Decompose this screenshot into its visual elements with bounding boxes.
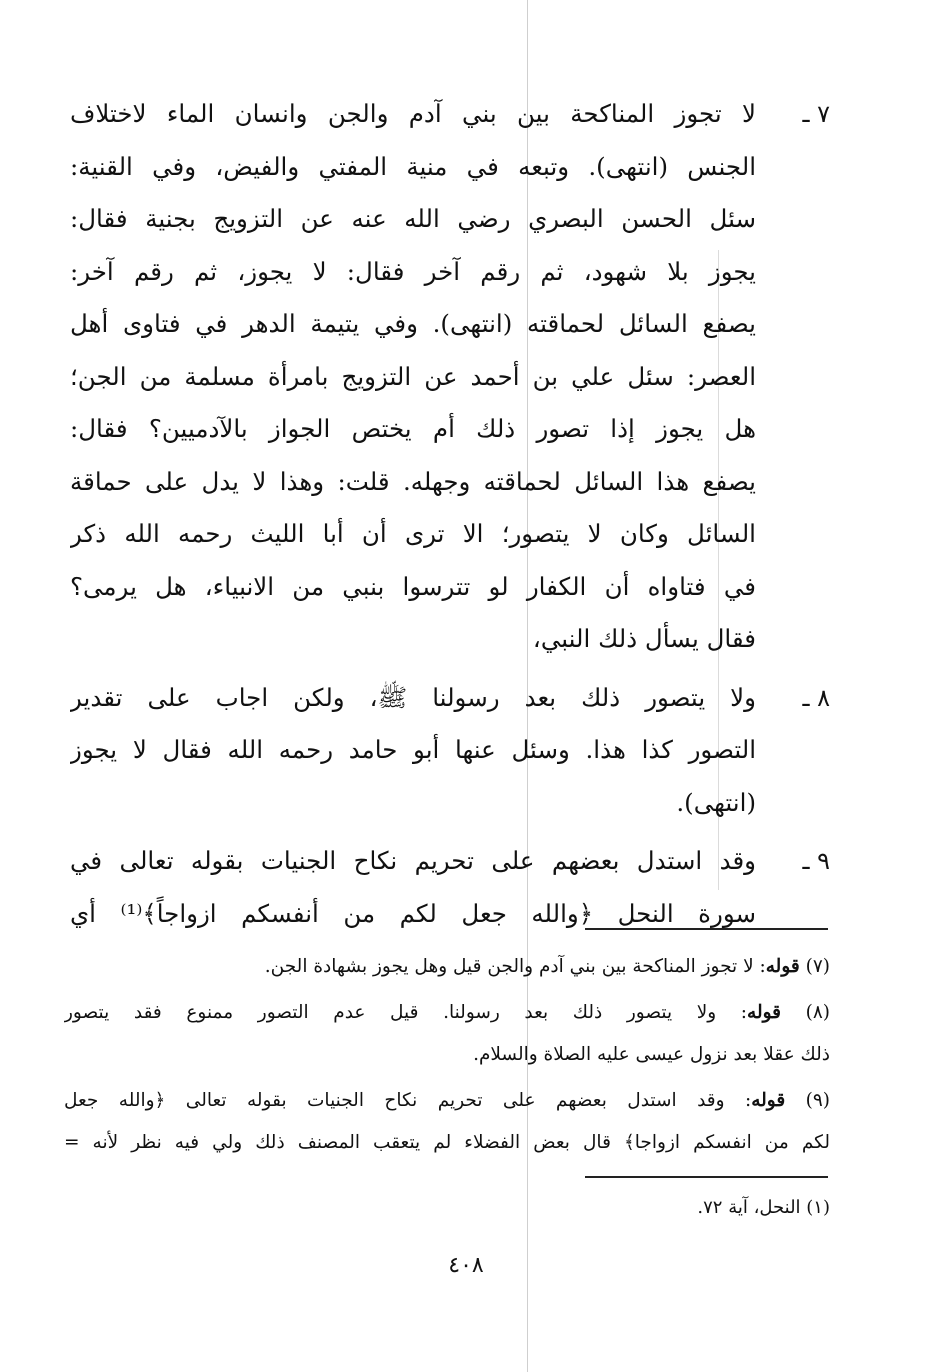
- text-line: الجنس (انتهى). وتبعه في منية المفتي والفيض، وفي القنية:: [70, 151, 756, 181]
- text-line: لا تجوز المناكحة بين بني آدم والجن وانسان الماء لاختلاف: [70, 99, 756, 128]
- text-line: التصور كذا هذا. وسئل عنها أبو حامد رحمه الله فقال لا يجوز: [70, 735, 756, 764]
- note-key: قوله: [765, 956, 800, 977]
- note-9: [64, 1080, 830, 1164]
- note-key: قوله: [747, 1002, 782, 1023]
- note-number: (٧): [805, 956, 830, 977]
- note-key: قوله: [751, 1090, 786, 1111]
- text-line: ولا يتصور ذلك بعد رسولنا ﷺ، ولكن اجاب على تقدير: [70, 682, 756, 712]
- note-text: : لا تجوز المناكحة بين بني آدم والجن قيل وهل يجوز بشهادة الجن.: [264, 956, 766, 977]
- main-text: [70, 88, 830, 946]
- footnote-divider: [585, 1176, 828, 1178]
- text-line: سئل الحسن البصري رضي الله عنه عن التزويج بجنية فقال:: [70, 204, 756, 233]
- note-8: [64, 992, 830, 1076]
- paragraph-number: ٧ ـ: [802, 100, 830, 128]
- notes-divider: [585, 928, 828, 930]
- note-line: [64, 946, 830, 988]
- paragraph-number: ٨ ـ: [802, 683, 830, 712]
- text-line: في فتاواه أن الكفار لو تترسوا بنبي من الانبياء، هل يرمى؟: [70, 571, 756, 601]
- footnote: (١) النحل، آية ٧٢.: [697, 1197, 830, 1218]
- text-line: سورة النحل ﴿والله جعل لكم من أنفسكم ازواجاً﴾⁽¹⁾ أي: [70, 898, 756, 928]
- note-line: [64, 1080, 830, 1122]
- text-line: العصر: سئل علي بن أحمد عن التزويج بامرأة مسلمة من الجن؛: [70, 361, 756, 391]
- note-line: لكم من انفسكم ازواجا﴾ قال بعض الفضلاء لم يتعقب المصنف ذلك ولي فيه نظر لأنه =: [64, 1132, 830, 1153]
- text-line: يصفع السائل لحماقته (انتهى). وفي يتيمة الدهر في فتاوى أهل: [70, 309, 756, 338]
- text-line: فقال يسأل ذلك النبي،: [532, 624, 756, 653]
- note-text: : ولا يتصور ذلك بعد رسولنا. قيل عدم التصور ممنوع فقد يتصور: [64, 1002, 748, 1023]
- paragraph-number: ٩ ـ: [802, 847, 830, 875]
- note-7: [64, 946, 830, 988]
- page-number: ٤٠٨: [448, 1253, 484, 1278]
- text-line: يجوز بلا شهود، ثم رقم آخر فقال: لا يجوز، ثم رقم آخر:: [70, 256, 756, 286]
- paragraph-9: [70, 835, 830, 940]
- note-number: (٨): [805, 1002, 830, 1023]
- text-line: السائل وكان لا يتصور؛ الا ترى أن أبا الليث رحمه الله ذكر: [70, 519, 756, 548]
- paragraph-8: [70, 672, 830, 830]
- text-line: وقد استدل بعضهم على تحريم نكاح الجنيات بقوله تعالى في: [70, 846, 756, 875]
- note-line: [64, 992, 830, 1034]
- note-text: : وقد استدل بعضهم على تحريم نكاح الجنيات بقوله تعالى ﴿والله جعل: [64, 1090, 752, 1111]
- commentary-notes: [64, 946, 830, 1168]
- text-line: هل يجوز إذا تصور ذلك أم يختص الجواز بالآدميين؟ فقال:: [70, 414, 756, 443]
- paragraph-7: [70, 88, 830, 666]
- note-number: (٩): [805, 1090, 830, 1111]
- text-line: (انتهى).: [676, 787, 756, 817]
- text-line: يصفع هذا السائل لحماقته وجهله. قلت: وهذا لا يدل على حماقة: [70, 466, 756, 496]
- note-line: ذلك عقلا بعد نزول عيسى عليه الصلاة والسلام.: [473, 1044, 830, 1065]
